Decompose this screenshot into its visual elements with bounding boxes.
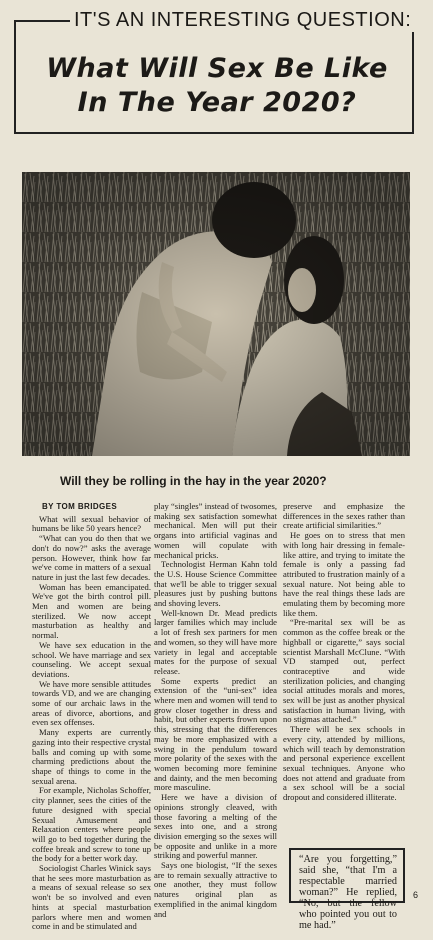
paragraph: Well-known Dr. Mead predicts larger families which may include a lot of fresh sex partners for men and women, so they will have more variety in legal and acceptable mates for the purpose of sexual release. <box>154 607 277 676</box>
paragraph: Says one biologist, “If the sexes are to remain sexually attractive to one another, they must follow natures original plan as exemplified in the animal kingdom and <box>154 860 277 919</box>
paragraph: There will be sex schools in every city, attended by millions, which will teach by demonstration and personal experience excellent sexual techniques. Anyone who does not attend and graduate from a sex school will be a social dropout and considered illiterate. <box>283 724 405 803</box>
paragraph: “Pre-marital sex will be as common as the coffee break or the highball or cigarette,” says social scientist Marshall McClune. “With VD stamped out, perfect contraceptive and wide sterilization policies, and changing social attitudes morals and mores, sex will be just as another physical satisfaction in human living, with no stigmas attached.” <box>283 617 405 725</box>
paragraph: What will sexual behavior of humans be like 50 years hence? <box>32 513 151 534</box>
article-column-2 <box>154 502 277 919</box>
couple-in-grass-image <box>22 172 410 456</box>
page-number: 6 <box>413 890 419 900</box>
headline-line-2: In The Year 2020? <box>77 87 357 118</box>
paragraph: “What can you do then that we don't do now?” asks the average person. However, think how far we've come in matters of a sexual nature in just the last few decades. <box>32 533 151 582</box>
article-column-1 <box>32 502 151 932</box>
joke-quote-box: “Are you forgetting,” said she, “that I'm a respectable married woman?” He replied, “No, but the fellow who pointed you out to me had.” <box>289 848 405 903</box>
paragraph: Technologist Herman Kahn told the U.S. House Science Committee that we'll be able to trigger sexual pleasures just by pushing buttons and shoving levers. <box>154 559 277 609</box>
paragraph: Woman has been emancipated. We've got the birth control pill. Men and women are being sterilized. We now accept masturbation as healthy and normal. <box>32 581 151 641</box>
byline: BY TOM BRIDGES <box>42 502 118 511</box>
photo-caption: Will they be rolling in the hay in the year 2020? <box>60 474 327 488</box>
paragraph: For example, Nicholas Schoffer, city planner, sees the cities of the future designed with special Sexual Amusement and Relaxation centers where people will go to bed together during the coffee break and screw to tone up the body for a better work day. <box>32 785 151 864</box>
article-column-3 <box>283 502 405 803</box>
kicker-line: IT'S AN INTERESTING QUESTION: <box>70 9 415 32</box>
paragraph: We have more sensible attitudes towards VD, and we are changing some of our archaic laws in the areas of divorce, abortions, and even sex offenses. <box>32 678 151 728</box>
paragraph: Some experts predict an extension of the “uni-sex” idea where men and women will tend to grow closer together in dress and habit, but other experts frown upon this, stressing that the differences may be more emphasized with a swing in the pendulum toward more polarity of the sexes with the women becoming more feminine and dainty, and the men becoming more masculine. <box>154 675 277 793</box>
paragraph: He goes on to stress that men with long hair dressing in female-like attire, and trying to imitate the female is only a passing fad attributed to frustration mainly of a sexual nature. Not being able to have the real things these lads are emulating them by becoming more like them. <box>283 530 405 618</box>
paragraph: Many experts are currently gazing into their respective crystal balls and coming up with some charming predictions about the shape of things to come in the sexual arena. <box>32 727 151 786</box>
paragraph: Here we have a division of opinions strongly cleaved, with those favoring a melting of the sexes into one, and a strong division emerging so the sexes will be opposite and unlike in a more striking and powerful manner. <box>154 792 277 861</box>
headline-line-1: What Will Sex Be Like <box>46 53 388 84</box>
headline <box>22 52 412 120</box>
article-photo <box>22 172 410 456</box>
paragraph: play “singles” instead of twosomes, making sex satisfaction somewhat mechanical. Men will put their organs into artificial vaginas and women will copulate with mechanical pricks. <box>154 501 277 560</box>
paragraph: preserve and emphasize the differences in the sexes rather than create artificial similarities.” <box>283 501 405 531</box>
paragraph: Sociologist Charles Winick says that he sees more masturbation as a means of sexual release so sex won't be so involved and even hints at special masturbation parlors where men and women come in and be stimulated and <box>32 863 151 932</box>
paragraph: We have sex education in the school. We have marriage and sex counseling. We accept sexual deviations. <box>32 639 151 679</box>
